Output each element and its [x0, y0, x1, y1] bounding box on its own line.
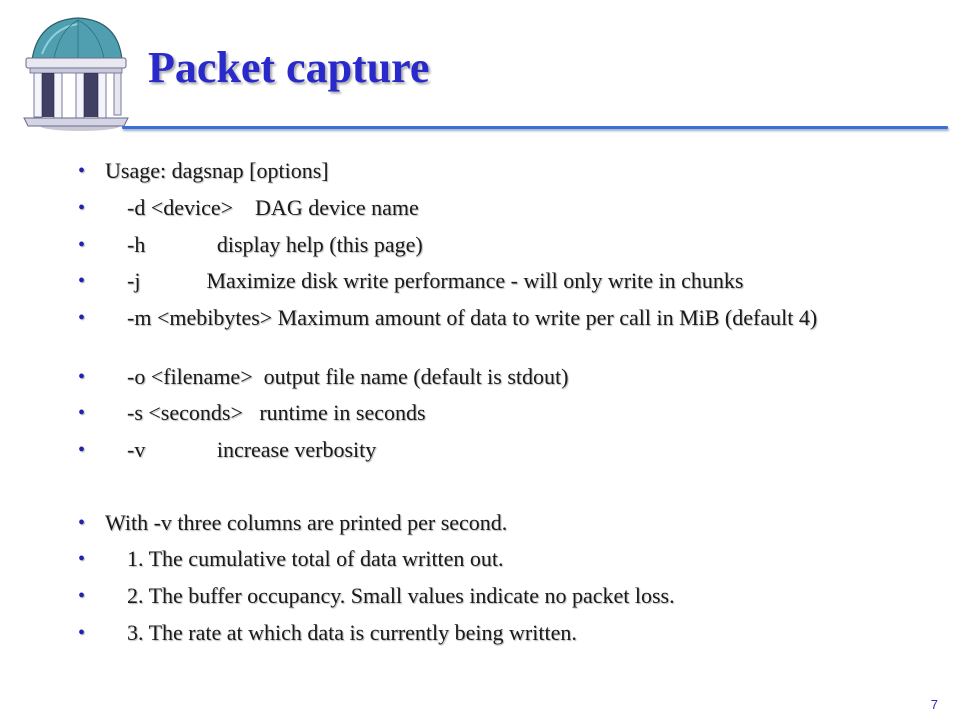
bullet-text: 1. The cumulative total of data written out.: [105, 546, 504, 571]
slide-title: Packet capture: [148, 43, 430, 92]
bullet-item: [78, 197, 868, 219]
bullet-item: [78, 585, 868, 607]
bullet-item: [78, 366, 868, 388]
bullet-icon: •: [78, 585, 86, 607]
bullet-item: [78, 512, 868, 534]
bullet-item: [78, 622, 868, 644]
bullet-icon: •: [78, 622, 86, 644]
bullet-text: 2. The buffer occupancy. Small values indicate no packet loss.: [105, 583, 675, 608]
bullet-icon: •: [78, 402, 86, 424]
bullet-text: 3. The rate at which data is currently being written.: [105, 620, 577, 645]
bullet-icon: •: [78, 197, 86, 219]
page-number: 7: [930, 697, 938, 712]
bullet-text: -j Maximize disk write performance - will only write in chunks: [105, 268, 744, 293]
bullet-text: Usage: dagsnap [options]: [105, 158, 329, 183]
bullet-icon: •: [78, 160, 86, 182]
bullet-item: [78, 160, 868, 182]
bullet-text: -o <filename> output file name (default is stdout): [105, 364, 569, 389]
bullet-icon: •: [78, 548, 86, 570]
bullet-item: [78, 402, 868, 424]
bullet-item: [78, 439, 868, 461]
bullet-text: -h display help (this page): [105, 232, 423, 257]
bullet-text: With -v three columns are printed per second.: [105, 510, 508, 535]
bullet-text: -s <seconds> runtime in seconds: [105, 400, 426, 425]
bullet-text: -v increase verbosity: [105, 437, 377, 462]
bullet-item: [78, 307, 868, 329]
bullet-icon: •: [78, 512, 86, 534]
bullet-text: -m <mebibytes> Maximum amount of data to write per call in MiB (default 4): [105, 305, 818, 330]
bullet-icon: •: [78, 270, 86, 292]
bullet-item: [78, 548, 868, 570]
bullet-icon: •: [78, 439, 86, 461]
bullet-item: [78, 270, 868, 292]
bullet-icon: •: [78, 307, 86, 329]
bullet-icon: •: [78, 366, 86, 388]
bullet-icon: •: [78, 234, 86, 256]
bullet-item: [78, 234, 868, 256]
bullet-text: -d <device> DAG device name: [105, 195, 419, 220]
